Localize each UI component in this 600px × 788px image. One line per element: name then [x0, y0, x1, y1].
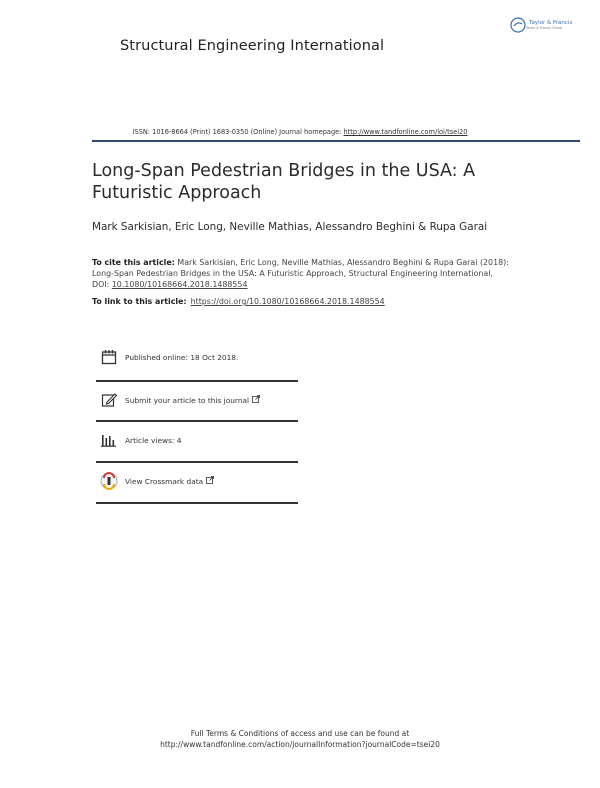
- crossmark-link[interactable]: View Crossmark data: [125, 476, 204, 486]
- article-authors: Mark Sarkisian, Eric Long, Neville Mathias, Alessandro Beghini & Rupa Garai: [92, 221, 488, 233]
- bar-chart-icon: [99, 430, 119, 450]
- submit-article-link[interactable]: Submit your article to this journal: [125, 395, 250, 405]
- journal-homepage-link[interactable]: http://www.tandfonline.com/loi/tsei20: [343, 128, 468, 136]
- doi-link[interactable]: 10.1080/10168664.2018.1488554: [111, 280, 248, 289]
- article-views-row: [96, 420, 296, 460]
- publisher-subtitle: Taylor & Francis Group: [526, 26, 562, 30]
- issn-text: ISSN: 1016-8664 (Print) 1683-0350 (Online) Journal homepage:: [132, 128, 344, 136]
- issn-line: [0, 128, 600, 136]
- publisher-logo[interactable]: [510, 14, 580, 36]
- info-divider: [96, 502, 298, 504]
- external-link-icon: [206, 476, 214, 486]
- published-online-row: [96, 337, 296, 377]
- cite-label: To cite this article:: [92, 258, 175, 267]
- article-doi-url-link[interactable]: https://doi.org/10.1080/10168664.2018.1488554: [190, 297, 385, 306]
- submit-article-row[interactable]: [96, 380, 296, 420]
- footer-terms-text: Full Terms & Conditions of access and use can be found at: [190, 729, 410, 738]
- link-label: To link to this article:: [92, 297, 187, 306]
- footer: [0, 728, 600, 750]
- article-link-line: [92, 297, 385, 306]
- publisher-logo-icon: [510, 17, 526, 33]
- article-title: Long-Span Pedestrian Bridges in the USA: A Futuristic Approach: [92, 161, 476, 203]
- external-link-icon: [252, 395, 260, 405]
- header-rule: [92, 140, 580, 142]
- publisher-name: Taylor & Francis: [529, 20, 573, 26]
- footer-terms-link[interactable]: http://www.tandfonline.com/action/journalInformation?journalCode=tsei20: [160, 740, 440, 749]
- calendar-icon: [99, 347, 119, 367]
- citation-block: [92, 257, 512, 290]
- pencil-edit-icon: [99, 390, 119, 410]
- journal-title: Structural Engineering International: [120, 38, 385, 54]
- crossmark-icon: [99, 471, 119, 491]
- cite-text: Mark Sarkisian, Eric Long, Neville Mathias, Alessandro Beghini & Rupa Garai (2018): Long-Span Pedestrian Bridges in the USA: A Futuristic Approach, Structural Engineering International, DOI:: [92, 258, 509, 289]
- article-views-text: Article views: 4: [125, 435, 182, 445]
- crossmark-row[interactable]: [96, 461, 296, 501]
- published-online-text: Published online: 18 Oct 2018.: [125, 352, 239, 362]
